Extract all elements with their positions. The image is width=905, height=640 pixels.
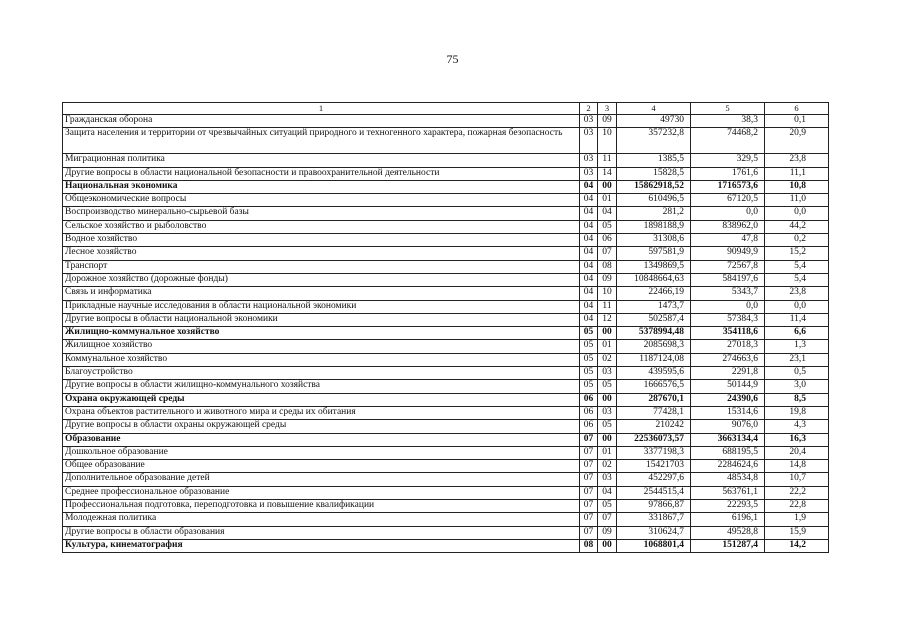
row-name-cell: Транспорт	[63, 260, 580, 273]
row-percent-cell: 1,9	[765, 513, 829, 526]
row-planned-value-cell: 77428,1	[617, 406, 691, 419]
row-planned-value-cell: 281,2	[617, 207, 691, 220]
row-percent-cell: 1,3	[765, 340, 829, 353]
row-percent-cell: 6,6	[765, 327, 829, 340]
table-body	[63, 103, 829, 553]
row-section-code-cell: 04	[580, 313, 598, 326]
table-row	[63, 353, 829, 366]
row-subsection-code-cell: 01	[598, 446, 617, 459]
row-section-code-cell: 03	[580, 154, 598, 167]
table-row	[63, 460, 829, 473]
row-percent-cell: 14,8	[765, 460, 829, 473]
table-row	[63, 500, 829, 513]
row-percent-cell: 0,5	[765, 367, 829, 380]
table-section-row	[63, 327, 829, 340]
row-name-cell: Профессиональная подготовка, переподготовка и повышение квалификации	[63, 500, 580, 513]
row-name-cell: Связь и информатика	[63, 287, 580, 300]
row-name-cell: Культура, кинематография	[63, 539, 580, 552]
row-subsection-code-cell: 10	[598, 287, 617, 300]
row-section-code-cell: 06	[580, 406, 598, 419]
row-section-code-cell: 05	[580, 353, 598, 366]
row-percent-cell: 0,0	[765, 207, 829, 220]
row-planned-value-cell: 452297,6	[617, 473, 691, 486]
row-percent-cell: 20,4	[765, 446, 829, 459]
table-row	[63, 273, 829, 286]
row-subsection-code-cell: 09	[598, 273, 617, 286]
row-name-cell: Водное хозяйство	[63, 234, 580, 247]
row-subsection-code-cell: 01	[598, 340, 617, 353]
table-row	[63, 194, 829, 207]
row-percent-cell: 11,0	[765, 194, 829, 207]
row-section-code-cell: 04	[580, 273, 598, 286]
row-planned-value-cell: 22466,19	[617, 287, 691, 300]
row-percent-cell: 23,8	[765, 287, 829, 300]
page-number: 75	[446, 52, 459, 66]
row-subsection-code-cell: 14	[598, 167, 617, 180]
row-executed-value-cell: 27018,3	[691, 340, 765, 353]
row-name-cell: Лесное хозяйство	[63, 247, 580, 260]
row-percent-cell: 23,1	[765, 353, 829, 366]
row-name-cell: Дошкольное образование	[63, 446, 580, 459]
row-executed-value-cell: 0,0	[691, 300, 765, 313]
row-percent-cell: 44,2	[765, 220, 829, 233]
row-subsection-code-cell: 11	[598, 300, 617, 313]
row-section-code-cell: 04	[580, 207, 598, 220]
table-row	[63, 420, 829, 433]
row-name-cell: Дорожное хозяйство (дорожные фонды)	[63, 273, 580, 286]
row-executed-value-cell: 49528,8	[691, 526, 765, 539]
row-executed-value-cell: 584197,6	[691, 273, 765, 286]
row-section-code-cell: 03	[580, 128, 598, 154]
row-section-code-cell: 07	[580, 526, 598, 539]
row-percent-cell: 10,7	[765, 473, 829, 486]
table-row	[63, 234, 829, 247]
row-name-cell: Коммунальное хозяйство	[63, 353, 580, 366]
row-subsection-code-cell: 05	[598, 220, 617, 233]
row-executed-value-cell: 50144,9	[691, 380, 765, 393]
row-subsection-code-cell: 00	[598, 393, 617, 406]
table-row	[63, 207, 829, 220]
row-section-code-cell: 04	[580, 234, 598, 247]
row-executed-value-cell: 22293,5	[691, 500, 765, 513]
row-executed-value-cell: 354118,6	[691, 327, 765, 340]
row-planned-value-cell: 15862918,52	[617, 180, 691, 193]
row-planned-value-cell: 1349869,5	[617, 260, 691, 273]
table-section-row	[63, 539, 829, 552]
table-row	[63, 486, 829, 499]
row-executed-value-cell: 15314,6	[691, 406, 765, 419]
row-name-cell: Дополнительное образование детей	[63, 473, 580, 486]
table-row	[63, 247, 829, 260]
table-row	[63, 287, 829, 300]
row-executed-value-cell: 72567,8	[691, 260, 765, 273]
row-percent-cell: 15,9	[765, 526, 829, 539]
row-executed-value-cell: 688195,5	[691, 446, 765, 459]
row-executed-value-cell: 3663134,4	[691, 433, 765, 446]
row-section-code-cell: 07	[580, 500, 598, 513]
table-row	[63, 473, 829, 486]
row-planned-value-cell: 610496,5	[617, 194, 691, 207]
row-percent-cell: 8,5	[765, 393, 829, 406]
row-name-cell: Другие вопросы в области жилищно-коммунального хозяйства	[63, 380, 580, 393]
table-section-row	[63, 393, 829, 406]
row-subsection-code-cell: 06	[598, 234, 617, 247]
row-subsection-code-cell: 02	[598, 353, 617, 366]
table-row	[63, 340, 829, 353]
table-row	[63, 154, 829, 167]
row-subsection-code-cell: 03	[598, 367, 617, 380]
table-section-row	[63, 433, 829, 446]
row-planned-value-cell: 210242	[617, 420, 691, 433]
row-name-cell: Гражданская оборона	[63, 115, 580, 128]
row-subsection-code-cell: 08	[598, 260, 617, 273]
row-executed-value-cell: 2291,8	[691, 367, 765, 380]
row-planned-value-cell: 439595,6	[617, 367, 691, 380]
row-executed-value-cell: 563761,1	[691, 486, 765, 499]
row-percent-cell: 23,8	[765, 154, 829, 167]
row-name-cell: Воспроизводство минерально-сырьевой базы	[63, 207, 580, 220]
table-row	[63, 220, 829, 233]
row-section-code-cell: 07	[580, 486, 598, 499]
row-percent-cell: 0,1	[765, 115, 829, 128]
row-name-cell: Жилищно-коммунальное хозяйство	[63, 327, 580, 340]
row-section-code-cell: 06	[580, 420, 598, 433]
row-planned-value-cell: 15828,5	[617, 167, 691, 180]
row-subsection-code-cell: 01	[598, 194, 617, 207]
row-executed-value-cell: 67120,5	[691, 194, 765, 207]
row-name-cell: Среднее профессиональное образование	[63, 486, 580, 499]
row-name-cell: Благоустройство	[63, 367, 580, 380]
row-section-code-cell: 05	[580, 367, 598, 380]
row-name-cell: Общеэкономические вопросы	[63, 194, 580, 207]
header-cell-2: 2	[580, 103, 598, 115]
row-subsection-code-cell: 05	[598, 500, 617, 513]
table-row	[63, 313, 829, 326]
row-subsection-code-cell: 09	[598, 526, 617, 539]
row-subsection-code-cell: 00	[598, 539, 617, 552]
row-section-code-cell: 04	[580, 300, 598, 313]
row-section-code-cell: 08	[580, 539, 598, 552]
row-planned-value-cell: 97866,87	[617, 500, 691, 513]
row-executed-value-cell: 24390,6	[691, 393, 765, 406]
row-percent-cell: 4,3	[765, 420, 829, 433]
table-row	[63, 406, 829, 419]
table-row	[63, 128, 829, 154]
row-percent-cell: 0,2	[765, 234, 829, 247]
row-name-cell: Охрана объектов растительного и животного мира и среды их обитания	[63, 406, 580, 419]
header-cell-1: 1	[63, 103, 580, 115]
table-row	[63, 513, 829, 526]
row-section-code-cell: 04	[580, 220, 598, 233]
row-subsection-code-cell: 03	[598, 406, 617, 419]
row-percent-cell: 11,1	[765, 167, 829, 180]
row-name-cell: Сельское хозяйство и рыболовство	[63, 220, 580, 233]
row-section-code-cell: 07	[580, 473, 598, 486]
row-section-code-cell: 04	[580, 180, 598, 193]
row-percent-cell: 19,8	[765, 406, 829, 419]
row-subsection-code-cell: 12	[598, 313, 617, 326]
row-subsection-code-cell: 00	[598, 433, 617, 446]
row-name-cell: Общее образование	[63, 460, 580, 473]
budget-table	[62, 102, 829, 553]
row-name-cell: Другие вопросы в области образования	[63, 526, 580, 539]
table-row	[63, 260, 829, 273]
table-row	[63, 115, 829, 128]
row-subsection-code-cell: 07	[598, 513, 617, 526]
row-planned-value-cell: 502587,4	[617, 313, 691, 326]
row-executed-value-cell: 47,8	[691, 234, 765, 247]
table-row	[63, 446, 829, 459]
row-name-cell: Миграционная политика	[63, 154, 580, 167]
row-section-code-cell: 03	[580, 167, 598, 180]
row-name-cell: Другие вопросы в области охраны окружающей среды	[63, 420, 580, 433]
row-executed-value-cell: 329,5	[691, 154, 765, 167]
row-planned-value-cell: 1385,5	[617, 154, 691, 167]
row-section-code-cell: 04	[580, 260, 598, 273]
row-subsection-code-cell: 07	[598, 247, 617, 260]
row-section-code-cell: 05	[580, 340, 598, 353]
row-planned-value-cell: 1068801,4	[617, 539, 691, 552]
row-percent-cell: 5,4	[765, 273, 829, 286]
row-percent-cell: 22,8	[765, 500, 829, 513]
table-row	[63, 167, 829, 180]
row-planned-value-cell: 49730	[617, 115, 691, 128]
row-executed-value-cell: 1761,6	[691, 167, 765, 180]
row-name-cell: Другие вопросы в области национальной экономики	[63, 313, 580, 326]
row-executed-value-cell: 57384,3	[691, 313, 765, 326]
row-section-code-cell: 04	[580, 287, 598, 300]
row-executed-value-cell: 74468,2	[691, 128, 765, 154]
row-planned-value-cell: 31308,6	[617, 234, 691, 247]
row-planned-value-cell: 287670,1	[617, 393, 691, 406]
row-name-cell: Жилищное хозяйство	[63, 340, 580, 353]
table-row	[63, 300, 829, 313]
row-planned-value-cell: 1898188,9	[617, 220, 691, 233]
row-executed-value-cell: 9076,0	[691, 420, 765, 433]
row-executed-value-cell: 5343,7	[691, 287, 765, 300]
row-subsection-code-cell: 03	[598, 473, 617, 486]
header-cell-6: 6	[765, 103, 829, 115]
row-percent-cell: 20,9	[765, 128, 829, 154]
row-planned-value-cell: 1473,7	[617, 300, 691, 313]
row-section-code-cell: 05	[580, 327, 598, 340]
row-planned-value-cell: 1666576,5	[617, 380, 691, 393]
row-planned-value-cell: 357232,8	[617, 128, 691, 154]
row-name-cell: Образование	[63, 433, 580, 446]
row-subsection-code-cell: 04	[598, 207, 617, 220]
row-subsection-code-cell: 11	[598, 154, 617, 167]
row-section-code-cell: 04	[580, 247, 598, 260]
row-planned-value-cell: 1187124,08	[617, 353, 691, 366]
row-section-code-cell: 07	[580, 513, 598, 526]
row-executed-value-cell: 151287,4	[691, 539, 765, 552]
row-percent-cell: 10,8	[765, 180, 829, 193]
row-planned-value-cell: 15421703	[617, 460, 691, 473]
row-percent-cell: 0,0	[765, 300, 829, 313]
row-percent-cell: 5,4	[765, 260, 829, 273]
row-percent-cell: 22,2	[765, 486, 829, 499]
header-cell-4: 4	[617, 103, 691, 115]
table-row	[63, 380, 829, 393]
row-section-code-cell: 03	[580, 115, 598, 128]
row-planned-value-cell: 10848664,63	[617, 273, 691, 286]
row-subsection-code-cell: 02	[598, 460, 617, 473]
row-executed-value-cell: 838962,0	[691, 220, 765, 233]
row-subsection-code-cell: 05	[598, 420, 617, 433]
row-planned-value-cell: 22536073,57	[617, 433, 691, 446]
row-percent-cell: 15,2	[765, 247, 829, 260]
row-executed-value-cell: 0,0	[691, 207, 765, 220]
table-row	[63, 367, 829, 380]
row-subsection-code-cell: 00	[598, 180, 617, 193]
row-executed-value-cell: 90949,9	[691, 247, 765, 260]
row-percent-cell: 11,4	[765, 313, 829, 326]
row-percent-cell: 3,0	[765, 380, 829, 393]
row-name-cell: Другие вопросы в области национальной безопасности и правоохранительной деятельности	[63, 167, 580, 180]
row-section-code-cell: 07	[580, 460, 598, 473]
row-planned-value-cell: 2085698,3	[617, 340, 691, 353]
row-percent-cell: 14,2	[765, 539, 829, 552]
row-executed-value-cell: 6196,1	[691, 513, 765, 526]
row-executed-value-cell: 38,3	[691, 115, 765, 128]
row-planned-value-cell: 331867,7	[617, 513, 691, 526]
row-subsection-code-cell: 04	[598, 486, 617, 499]
row-name-cell: Защита населения и территории от чрезвычайных ситуаций природного и техногенного характера, пожарная безопасность	[63, 128, 580, 154]
row-executed-value-cell: 2284624,6	[691, 460, 765, 473]
row-subsection-code-cell: 05	[598, 380, 617, 393]
row-planned-value-cell: 2544515,4	[617, 486, 691, 499]
row-executed-value-cell: 48534,8	[691, 473, 765, 486]
row-name-cell: Прикладные научные исследования в области национальной экономики	[63, 300, 580, 313]
row-name-cell: Молодежная политика	[63, 513, 580, 526]
row-name-cell: Охрана окружающей среды	[63, 393, 580, 406]
header-row	[63, 103, 829, 115]
row-executed-value-cell: 274663,6	[691, 353, 765, 366]
row-section-code-cell: 07	[580, 446, 598, 459]
header-cell-5: 5	[691, 103, 765, 115]
row-subsection-code-cell: 10	[598, 128, 617, 154]
table-row	[63, 526, 829, 539]
row-planned-value-cell: 310624,7	[617, 526, 691, 539]
row-planned-value-cell: 5378994,48	[617, 327, 691, 340]
row-section-code-cell: 06	[580, 393, 598, 406]
header-cell-3: 3	[598, 103, 617, 115]
row-executed-value-cell: 1716573,6	[691, 180, 765, 193]
row-name-cell: Национальная экономика	[63, 180, 580, 193]
row-percent-cell: 16,3	[765, 433, 829, 446]
row-planned-value-cell: 3377198,3	[617, 446, 691, 459]
row-section-code-cell: 07	[580, 433, 598, 446]
row-section-code-cell: 05	[580, 380, 598, 393]
row-planned-value-cell: 597581,9	[617, 247, 691, 260]
row-subsection-code-cell: 09	[598, 115, 617, 128]
table-section-row	[63, 180, 829, 193]
row-subsection-code-cell: 00	[598, 327, 617, 340]
row-section-code-cell: 04	[580, 194, 598, 207]
